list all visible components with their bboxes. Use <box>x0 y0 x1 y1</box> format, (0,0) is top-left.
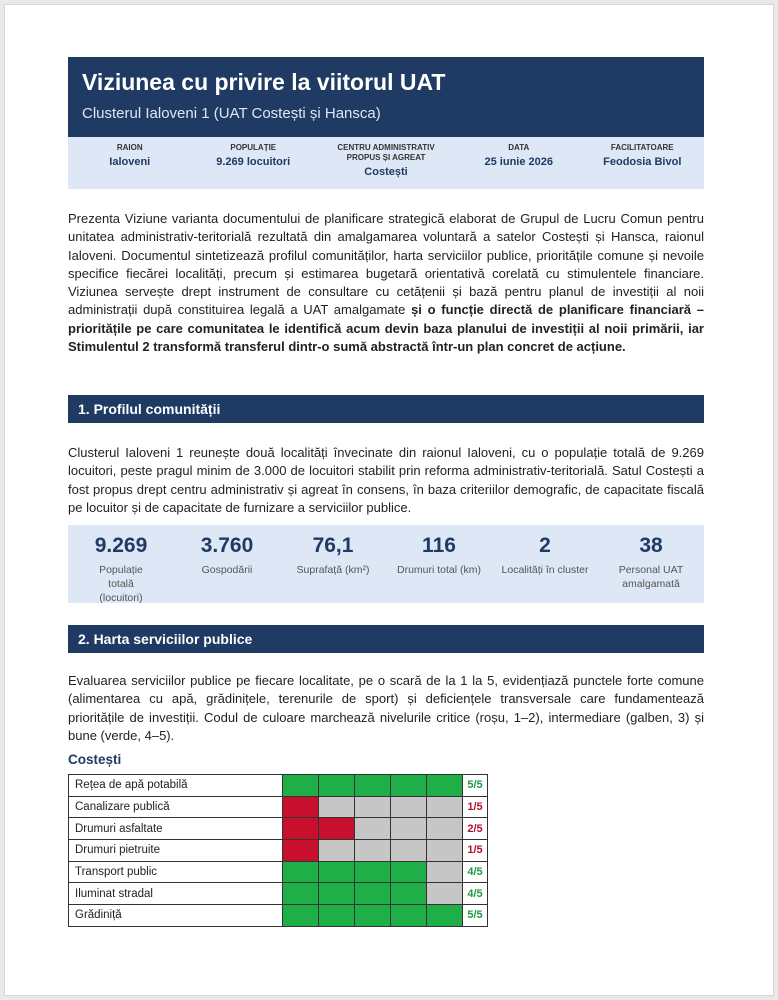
rating-cell <box>283 796 319 818</box>
service-name: Grădiniță <box>69 905 283 927</box>
meta-value: Costești <box>364 166 408 178</box>
meta-admin-center <box>315 137 457 189</box>
service-name: Iluminat stradal <box>69 883 283 905</box>
stat-value: 76,1 <box>312 534 354 557</box>
service-name: Drumuri asfaltate <box>69 818 283 840</box>
rating-cell <box>427 775 463 797</box>
title-banner <box>68 57 704 137</box>
meta-label: CENTRU ADMINISTRATIV PROPUS ȘI AGREAT <box>337 143 435 162</box>
rating-cell <box>319 883 355 905</box>
profile-paragraph: Clusterul Ialoveni 1 reunește două localități învecinate din raionul Ialoveni, cu o populație totală de 9.269 locuitori, peste pragul minim de 3.000 de locuitori stabilit prin reforma administrativ-teritorială. Satul Costești a fost propus drept centru administrativ și agreat în consens, în baza criteriilor demografic, de capacitate fiscală pe locuitor și de capacitate de furnizare a serviciilor publice. <box>68 445 704 515</box>
stat-population <box>68 525 174 603</box>
stat-value: 2 <box>539 534 551 557</box>
service-name: Transport public <box>69 861 283 883</box>
rating-cell <box>283 883 319 905</box>
rating-cell <box>319 818 355 840</box>
rating-cell <box>283 775 319 797</box>
section-heading-services: 2. Harta serviciilor publice <box>68 625 704 653</box>
rating-cell <box>319 840 355 862</box>
rating-cell <box>427 818 463 840</box>
metadata-band <box>68 137 704 189</box>
intro-bold-text: și o funcție directă de planificare financiară – prioritățile pe care comunitatea le identifică acum devin baza planului de investiții al noii primării, iar Stimulentul 2 transformă transferul dintr-o sumă abstractă într-un plan concret de acțiune. <box>68 302 704 355</box>
rating-cell <box>391 883 427 905</box>
service-row <box>69 775 488 797</box>
rating-cell <box>391 840 427 862</box>
rating-cell <box>283 905 319 927</box>
rating-cell <box>283 818 319 840</box>
stat-label: Populație totală (locuitori) <box>99 564 143 604</box>
service-row <box>69 818 488 840</box>
stat-area <box>280 525 386 603</box>
rating-cell <box>355 883 391 905</box>
service-row <box>69 861 488 883</box>
rating-cell <box>391 775 427 797</box>
service-row <box>69 840 488 862</box>
document-subtitle: Clusterul Ialoveni 1 (UAT Costești și Hansca) <box>82 105 381 122</box>
services-table <box>68 774 488 927</box>
stat-value: 9.269 <box>94 534 148 557</box>
meta-value: 9.269 locuitori <box>216 156 291 168</box>
rating-cell <box>391 796 427 818</box>
service-score: 1/5 <box>463 840 488 862</box>
service-score: 1/5 <box>463 796 488 818</box>
meta-label: POPULAȚIE <box>230 143 277 152</box>
rating-cell <box>427 840 463 862</box>
intro-paragraph <box>68 210 704 356</box>
rating-cell <box>355 796 391 818</box>
rating-cell <box>427 861 463 883</box>
meta-value: Ialoveni <box>109 156 151 168</box>
rating-cell <box>427 905 463 927</box>
rating-cell <box>319 796 355 818</box>
document-title: Viziunea cu privire la viitorul UAT <box>82 69 446 95</box>
rating-cell <box>355 905 391 927</box>
service-row <box>69 796 488 818</box>
service-score: 4/5 <box>463 883 488 905</box>
rating-cell <box>391 861 427 883</box>
stat-roads <box>386 525 492 603</box>
meta-facilitator <box>581 137 705 189</box>
services-paragraph: Evaluarea serviciilor publice pe fiecare localitate, pe o scară de la 1 la 5, evidențiază punctele forte comune (alimentarea cu apă, grădinițele, terenurile de sport) și deficiențele transversale care fundamentează prioritățile de investiții. Codul de culoare marchează nivelurile critice (roșu, 1–2), intermediare (galben, 3) și bune (verde, 4–5). <box>68 673 704 743</box>
stat-value: 116 <box>422 534 456 557</box>
service-name: Drumuri pietruite <box>69 840 283 862</box>
stat-label: Suprafață (km²) <box>296 564 370 576</box>
service-score: 5/5 <box>463 905 488 927</box>
service-score: 5/5 <box>463 775 488 797</box>
stat-households <box>174 525 280 603</box>
rating-cell <box>283 861 319 883</box>
rating-cell <box>391 905 427 927</box>
stat-value: 3.760 <box>200 534 254 557</box>
rating-cell <box>319 905 355 927</box>
rating-cell <box>391 818 427 840</box>
intro-text: Prezenta Viziune varianta documentului de planificare strategică elaborat de Grupul de Lucru Comun pentru unitatea administrativ-teritorială rezultată din amalgamarea voluntară a satelor Costești și Hansca, raionul Ialoveni. Documentul sintetizează profilul comunităților, harta serviciilor publice, prioritățile comune și nevoile specifice fiecărei localități, precum și estimarea bugetară orientativă corelată cu stimulentele financiare. Viziunea servește drept instrument de consultare cu cetățenii și bază pentru planul de investiții al noii administrații după constituirea legală a UAT amalgamate <box>68 211 704 318</box>
rating-cell <box>319 775 355 797</box>
meta-label: FACILITATOARE <box>610 143 674 152</box>
service-row <box>69 883 488 905</box>
locality-name: Costești <box>68 752 122 767</box>
meta-raion <box>68 137 192 189</box>
rating-cell <box>427 796 463 818</box>
stat-label: Localități în cluster <box>501 564 589 576</box>
meta-value: 25 iunie 2026 <box>484 156 554 168</box>
service-row <box>69 905 488 927</box>
stat-localities <box>492 525 598 603</box>
meta-label: DATA <box>508 143 530 152</box>
stat-value: 38 <box>639 534 663 557</box>
meta-label: RAION <box>116 143 143 152</box>
rating-cell <box>319 861 355 883</box>
service-score: 4/5 <box>463 861 488 883</box>
rating-cell <box>355 775 391 797</box>
rating-cell <box>427 883 463 905</box>
meta-value: Feodosia Bivol <box>603 156 682 168</box>
meta-date <box>457 137 581 189</box>
service-name: Canalizare publică <box>69 796 283 818</box>
service-name: Rețea de apă potabilă <box>69 775 283 797</box>
meta-population <box>192 137 316 189</box>
rating-cell <box>355 818 391 840</box>
stat-staff <box>598 525 704 603</box>
key-stats-band <box>68 525 704 603</box>
stat-label: Personal UAT amalgamată <box>618 564 684 590</box>
rating-cell <box>355 861 391 883</box>
service-score: 2/5 <box>463 818 488 840</box>
rating-cell <box>283 840 319 862</box>
section-heading-profile: 1. Profilul comunității <box>68 395 704 423</box>
stat-label: Drumuri total (km) <box>396 564 481 576</box>
rating-cell <box>355 840 391 862</box>
stat-label: Gospodării <box>201 564 253 576</box>
